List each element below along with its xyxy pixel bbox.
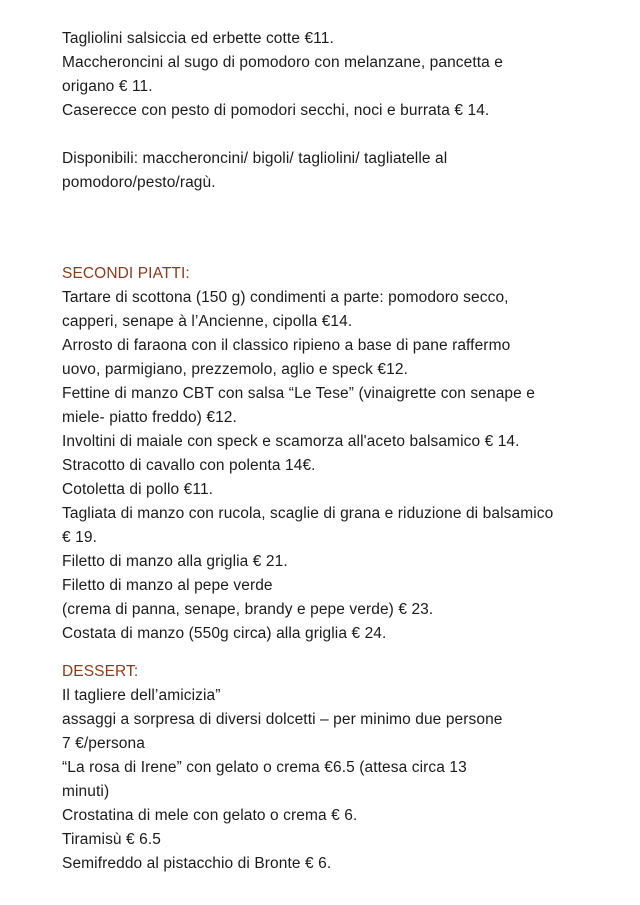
menu-line: “La rosa di Irene” con gelato o crema €6.5 (attesa circa 13 (62, 759, 467, 776)
menu-line: Disponibili: maccheroncini/ bigoli/ tagliolini/ tagliatelle al (62, 150, 448, 167)
menu-line: Tiramisù € 6.5 (62, 831, 162, 848)
menu-line: 7 €/persona (62, 735, 145, 752)
section-heading-dessert: DESSERT: (62, 663, 139, 680)
menu-line: Stracotto di cavallo con polenta 14€. (62, 457, 316, 474)
menu-line: € 19. (62, 529, 97, 546)
menu-line: Cotoletta di pollo €11. (62, 481, 214, 498)
section-spacer (62, 195, 600, 262)
menu-line: Arrosto di faraona con il classico ripieno a base di pane raffermo (62, 337, 511, 354)
menu-line: Il tagliere dell’amicizia” (62, 687, 221, 704)
menu-line: uovo, parmigiano, prezzemolo, aglio e speck €12. (62, 361, 408, 378)
menu-line: Filetto di manzo al pepe verde (62, 577, 273, 594)
menu-line: Maccheroncini al sugo di pomodoro con melanzane, pancetta e (62, 54, 504, 71)
menu-line: origano € 11. (62, 78, 153, 95)
menu-line: minuti) (62, 783, 110, 800)
menu-line: pomodoro/pesto/ragù. (62, 174, 216, 191)
menu-line: Tartare di scottona (150 g) condimenti a parte: pomodoro secco, (62, 289, 509, 306)
menu-line: capperi, senape à l’Ancienne, cipolla €14. (62, 313, 353, 330)
section-spacer (62, 646, 600, 660)
menu-line: Costata di manzo (550g circa) alla griglia € 24. (62, 625, 387, 642)
menu-line: Filetto di manzo alla griglia € 21. (62, 553, 288, 570)
primi-items-block (62, 27, 600, 123)
menu-line: Tagliolini salsiccia ed erbette cotte €11. (62, 30, 334, 47)
menu-line: Semifreddo al pistacchio di Bronte € 6. (62, 855, 332, 872)
secondi-items-block (62, 286, 600, 646)
menu-line: miele- piatto freddo) €12. (62, 409, 237, 426)
menu-line: Tagliata di manzo con rucola, scaglie di grana e riduzione di balsamico (62, 505, 554, 522)
paragraph-spacer (62, 123, 600, 147)
menu-line: (crema di panna, senape, brandy e pepe verde) € 23. (62, 601, 434, 618)
menu-line: Caserecce con pesto di pomodori secchi, noci e burrata € 14. (62, 102, 490, 119)
pasta-availability-note (62, 147, 600, 195)
section-heading-secondi: SECONDI PIATTI: (62, 265, 190, 282)
menu-line: Fettine di manzo CBT con salsa “Le Tese” (vinaigrette con senape e (62, 385, 535, 402)
menu-line: assaggi a sorpresa di diversi dolcetti – per minimo due persone (62, 711, 503, 728)
menu-line: Crostatina di mele con gelato o crema € 6. (62, 807, 358, 824)
menu-line: Involtini di maiale con speck e scamorza all'aceto balsamico € 14. (62, 433, 520, 450)
dessert-items-block (62, 684, 600, 876)
